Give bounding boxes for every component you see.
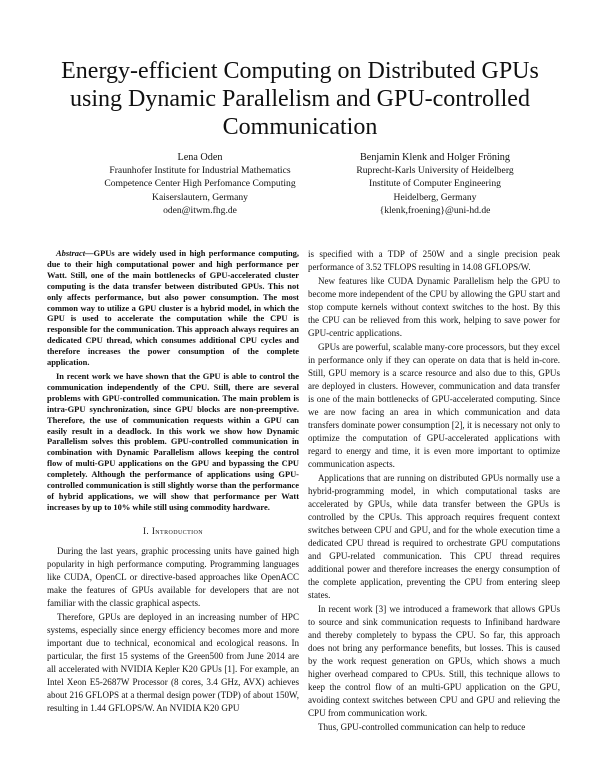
author-location: Kaiserslautern, Germany xyxy=(152,191,248,203)
section-heading: I. Introduction xyxy=(142,525,204,536)
author-block-2 xyxy=(325,151,545,217)
author-affiliation: Institute of Computer Engineering xyxy=(369,178,501,190)
author-affiliation: Competence Center High Perfomance Computing xyxy=(104,178,296,190)
body-paragraph: Therefore, GPUs are deployed in an increasing number of HPC systems, especially since energy efficiency becomes more and more important due to technical, economical and ecological reasons. In particular, the first 15 systems of the Green500 from June 2014 are all accelerated with NVIDIA Kepler K20 GPUs [1]. For example, an Intel Xeon E5-2687W Processor (8 cores, 3.4 GHz, AVX) achieves about 216 GFLOPS at a thermal design power (TDP) of about 150W, resulting in 1.44 GFLOPS/W. An NVIDIA K20 GPU xyxy=(47,611,299,713)
author-affiliation: Ruprecht-Karls University of Heidelberg xyxy=(356,165,514,177)
author-name: Lena Oden xyxy=(177,152,223,163)
author-block-1 xyxy=(95,151,305,217)
body-paragraph: Thus, GPU-controlled communication can help to reduce xyxy=(318,722,526,732)
body-paragraph: In recent work [3] we introduced a framework that allows GPUs to source and sink communication requests to Infiniband hardware and thereby completely to bypass the CPU. So far, this approach does not bring any performance benefits, but losses. This is caused by the work request generation on GPUs, which shows a much higher overhead compared to CPUs. Still, this technique allows to keep the control flow of an multi-GPU application on the GPU, avoiding context switches between CPU and GPU and relieving the CPU from communication work. xyxy=(308,604,560,718)
author-email: {klenk,froening}@uni-hd.de xyxy=(379,204,491,216)
abstract xyxy=(47,248,299,513)
body-paragraph: Applications that are running on distributed GPUs normally use a hybrid-programming model, in which computational tasks are accelerated by GPUs, while data transfer between the GPUs is controlled by the CPUs. This approach requires frequent context switches between CPU and GPU, and for the whole execution time a dedicated CPU thread is required to orchestrate GPU computations and GPU-related communication. This CPU thread requires additional power and therefore increases the energy consumption of the complete application, preventing the CPU from entering sleep states. xyxy=(308,473,560,600)
paper-title: Energy-efficient Computing on Distributed GPUs using Dynamic Parallelism and GPU-controlled Communication xyxy=(61,58,539,140)
abstract-paragraph: In recent work we have shown that the GPU is able to control the communication independently of the CPU. Still, there are several problems with GPU-controlled communication. The main problem is intra-GPU synchronization, since GPU blocks are non-preemptive. Therefore, the use of communication requests within a GPU can easily result in a deadlock. In this work we show how Dynamic Parallelism solves this problem. GPU-controlled communication in combination with Dynamic Parallelism allows keeping the control flow of multi-GPU applications on the GPU and bypassing the CPU completely. Although the performance of applications using GPU-controlled communication is still slightly worse than the performance of hybrid applications, we will show that performance per Watt increases by up to 10% while still using commodity hardware. xyxy=(47,370,299,512)
right-column xyxy=(308,248,560,768)
author-name: Benjamin Klenk and Holger Fröning xyxy=(360,152,510,163)
abstract-text: —GPUs are widely used in high performance computing, due to their high computational power and high performance per Watt. Still, one of the main bottlenecks of GPU-accelerated cluster computing is the data transfer between distributed GPUs. This not only affects performance, but also power consumption. The most common way to utilize a GPU cluster is a hybrid model, in which the GPU is used to accelerate the computation while the CPU is responsible for the communication. This approach always requires an dedicated CPU thread, which consumes additional CPU cycles and therefore increases the power consumption of the complete application. xyxy=(47,248,299,368)
body-paragraph: GPUs are powerful, scalable many-core processors, but they excel in performance only if they can operate on data that is held in-core. Still, GPU memory is a scarce resource and also due to this, GPUs are deployed in clusters. However, communication and data transfer is one of the main bottlenecks of GPU-accelerated computing. Since we are now facing an area in which communication and data transfers dominate power consumption [2], it is necessary not only to optimize the computation of GPU-accelerated applications with regard to energy and time, it is even more important to optimize communication aspects. xyxy=(308,342,560,469)
author-affiliation: Fraunhofer Institute for Industrial Mathematics xyxy=(109,165,291,177)
body-paragraph: is specified with a TDP of 250W and a single precision peak performance of 3.52 TFLOPS resulting in 14.08 GFLOPS/W. xyxy=(308,249,560,272)
introduction-body xyxy=(47,545,299,715)
abstract-paragraph xyxy=(47,248,299,368)
body-paragraph: New features like CUDA Dynamic Parallelism help the GPU to become more independent of the CPU by allowing the GPU start and stop compute kernels without context switches to the host. By this the CPU can be relieved from this work, helping to save power for GPU-centric applications. xyxy=(308,276,560,338)
left-column xyxy=(47,248,299,768)
author-email: oden@itwm.fhg.de xyxy=(163,204,237,216)
abstract-lead: Abstract xyxy=(56,248,86,258)
author-location: Heidelberg, Germany xyxy=(393,191,477,203)
body-paragraph: During the last years, graphic processing units have gained high popularity in high performance computing. Programming languages like CUDA, OpenCL or directive-based approaches like OpenACC make the features of GPUs available for developers that are not familiar with the classic graphical aspects. xyxy=(47,545,299,608)
